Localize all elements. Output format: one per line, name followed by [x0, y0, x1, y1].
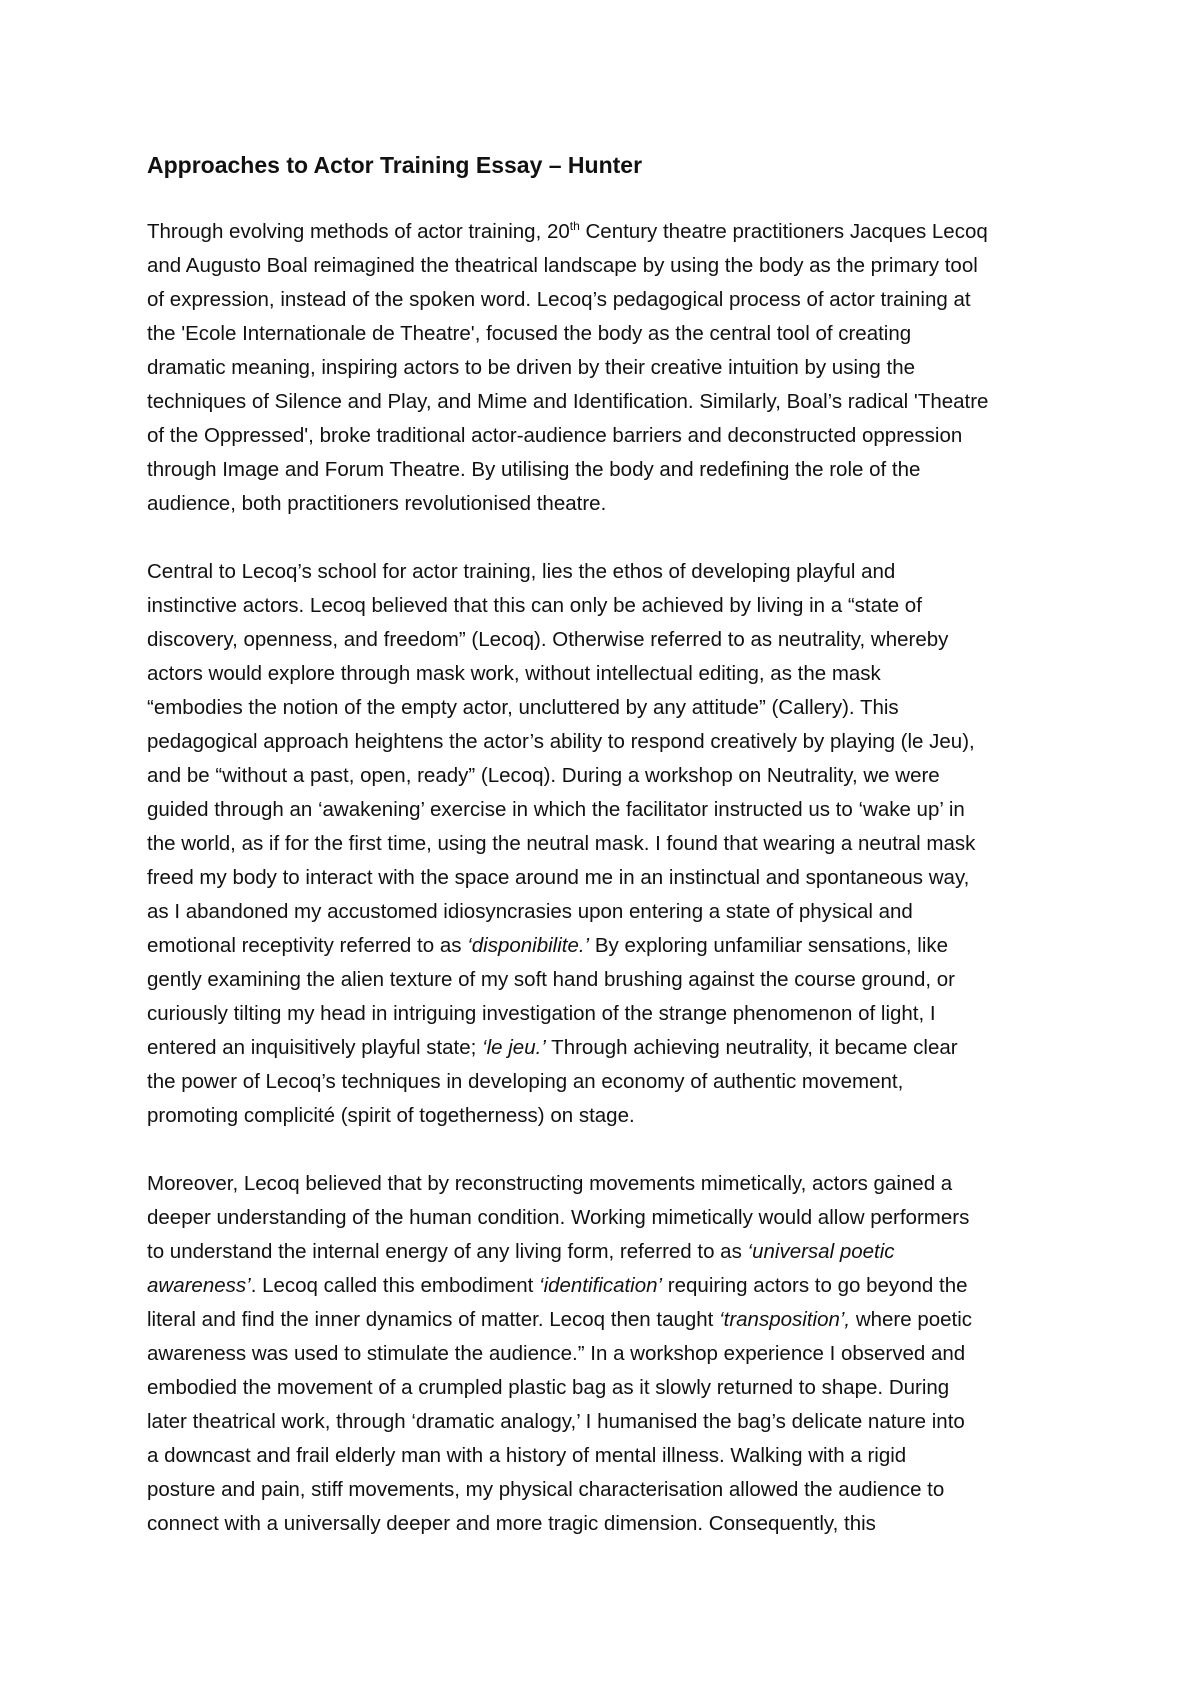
text-line	[147, 487, 1077, 521]
superscript: th	[569, 219, 580, 234]
text-line	[147, 1269, 1077, 1303]
text-run: discovery, openness, and freedom” (Lecoq). Otherwise referred to as neutrality, whereby	[147, 628, 949, 651]
text-line	[147, 453, 1077, 487]
italic-term: ‘identification’	[539, 1274, 663, 1297]
text-line	[147, 623, 1077, 657]
text-line	[147, 1201, 1077, 1235]
text-line	[147, 317, 1077, 351]
text-line	[147, 1167, 1077, 1201]
text-line	[147, 1371, 1077, 1405]
document-title: Approaches to Actor Training Essay – Hunter	[147, 152, 643, 178]
text-run: connect with a universally deeper and more tragic dimension. Consequently, this	[147, 1512, 876, 1535]
text-line	[147, 657, 1077, 691]
text-run: dramatic meaning, inspiring actors to be driven by their creative intuition by using the	[147, 356, 916, 379]
text-run: actors would explore through mask work, without intellectual editing, as the mask	[147, 662, 881, 685]
text-run: pedagogical approach heightens the actor’s ability to respond creatively by playing (le Jeu),	[147, 730, 975, 753]
text-run: . Lecoq called this embodiment	[250, 1274, 540, 1297]
text-run: guided through an ‘awakening’ exercise in which the facilitator instructed us to ‘wake up’ in	[147, 798, 965, 821]
text-line	[147, 827, 1077, 861]
text-line	[147, 929, 1077, 963]
text-line	[147, 1473, 1077, 1507]
italic-term: ‘universal poetic	[747, 1240, 895, 1263]
italic-term: ‘disponibilite.’	[467, 934, 590, 957]
text-run: where poetic	[850, 1308, 973, 1331]
text-run: Central to Lecoq’s school for actor training, lies the ethos of developing playful and	[147, 560, 896, 583]
paragraphs-container	[147, 215, 1077, 1541]
text-run: gently examining the alien texture of my soft hand brushing against the course ground, or	[147, 968, 955, 991]
text-line	[147, 725, 1077, 759]
text-run: and be “without a past, open, ready” (Lecoq). During a workshop on Neutrality, we were	[147, 764, 940, 787]
text-run: “embodies the notion of the empty actor, uncluttered by any attitude” (Callery). This	[147, 696, 899, 719]
text-run: instinctive actors. Lecoq believed that this can only be achieved by living in a “state of	[147, 594, 922, 617]
text-line	[147, 759, 1077, 793]
italic-term: ‘le jeu.’	[482, 1036, 546, 1059]
text-line	[147, 215, 1077, 249]
paragraph-3	[147, 1167, 1077, 1541]
text-line	[147, 283, 1077, 317]
text-line	[147, 1439, 1077, 1473]
italic-term: ‘transposition’,	[719, 1308, 851, 1331]
text-run: promoting complicité (spirit of togetherness) on stage.	[147, 1104, 635, 1127]
document-body	[147, 148, 1077, 1575]
text-run: Through evolving methods of actor training, 20	[147, 220, 570, 243]
text-run: freed my body to interact with the space around me in an instinctual and spontaneous way,	[147, 866, 970, 889]
text-run: embodied the movement of a crumpled plastic bag as it slowly returned to shape. During	[147, 1376, 950, 1399]
text-run: and Augusto Boal reimagined the theatrical landscape by using the body as the primary tool	[147, 254, 978, 277]
text-line	[147, 1405, 1077, 1439]
text-line	[147, 861, 1077, 895]
text-line	[147, 1235, 1077, 1269]
text-run: requiring actors to go beyond the	[662, 1274, 968, 1297]
text-line	[147, 385, 1077, 419]
text-run: through Image and Forum Theatre. By utilising the body and redefining the role of the	[147, 458, 921, 481]
text-run: the world, as if for the first time, using the neutral mask. I found that wearing a neutral mask	[147, 832, 976, 855]
text-run: as I abandoned my accustomed idiosyncrasies upon entering a state of physical and	[147, 900, 913, 923]
text-line	[147, 1507, 1077, 1541]
text-run: to understand the internal energy of any living form, referred to as	[147, 1240, 748, 1263]
text-run: audience, both practitioners revolutionised theatre.	[147, 492, 607, 515]
text-line	[147, 555, 1077, 589]
text-line	[147, 997, 1077, 1031]
text-line	[147, 419, 1077, 453]
text-run: the power of Lecoq’s techniques in developing an economy of authentic movement,	[147, 1070, 904, 1093]
text-run: Century theatre practitioners Jacques Lecoq	[579, 220, 988, 243]
text-line	[147, 895, 1077, 929]
text-line	[147, 351, 1077, 385]
paragraph-1	[147, 215, 1077, 521]
text-run: emotional receptivity referred to as	[147, 934, 468, 957]
text-line	[147, 1303, 1077, 1337]
text-line	[147, 793, 1077, 827]
text-run: literal and find the inner dynamics of matter. Lecoq then taught	[147, 1308, 720, 1331]
text-line	[147, 691, 1077, 725]
italic-term: awareness’	[147, 1274, 251, 1297]
text-run: posture and pain, stiff movements, my physical characterisation allowed the audience to	[147, 1478, 945, 1501]
paragraph-2	[147, 555, 1077, 1133]
text-run: of the Oppressed', broke traditional actor-audience barriers and deconstructed oppression	[147, 424, 963, 447]
text-run: of expression, instead of the spoken word. Lecoq’s pedagogical process of actor training at	[147, 288, 971, 311]
text-line	[147, 1065, 1077, 1099]
text-run: By exploring unfamiliar sensations, like	[589, 934, 949, 957]
text-line	[147, 1031, 1077, 1065]
text-run: Moreover, Lecoq believed that by reconstructing movements mimetically, actors gained a	[147, 1172, 953, 1195]
text-line	[147, 589, 1077, 623]
text-line	[147, 963, 1077, 997]
text-line	[147, 1337, 1077, 1371]
text-run: Through achieving neutrality, it became clear	[545, 1036, 958, 1059]
text-run: techniques of Silence and Play, and Mime and Identification. Similarly, Boal’s radical 'Theatre	[147, 390, 989, 413]
text-run: curiously tilting my head in intriguing investigation of the strange phenomenon of light, I	[147, 1002, 936, 1025]
text-line	[147, 1099, 1077, 1133]
text-run: awareness was used to stimulate the audience.” In a workshop experience I observed and	[147, 1342, 966, 1365]
text-run: deeper understanding of the human condition. Working mimetically would allow performers	[147, 1206, 970, 1229]
text-run: the 'Ecole Internationale de Theatre', focused the body as the central tool of creating	[147, 322, 912, 345]
text-run: entered an inquisitively playful state;	[147, 1036, 483, 1059]
text-run: a downcast and frail elderly man with a history of mental illness. Walking with a rigid	[147, 1444, 907, 1467]
text-run: later theatrical work, through ‘dramatic analogy,’ I humanised the bag’s delicate nature into	[147, 1410, 965, 1433]
text-line	[147, 249, 1077, 283]
